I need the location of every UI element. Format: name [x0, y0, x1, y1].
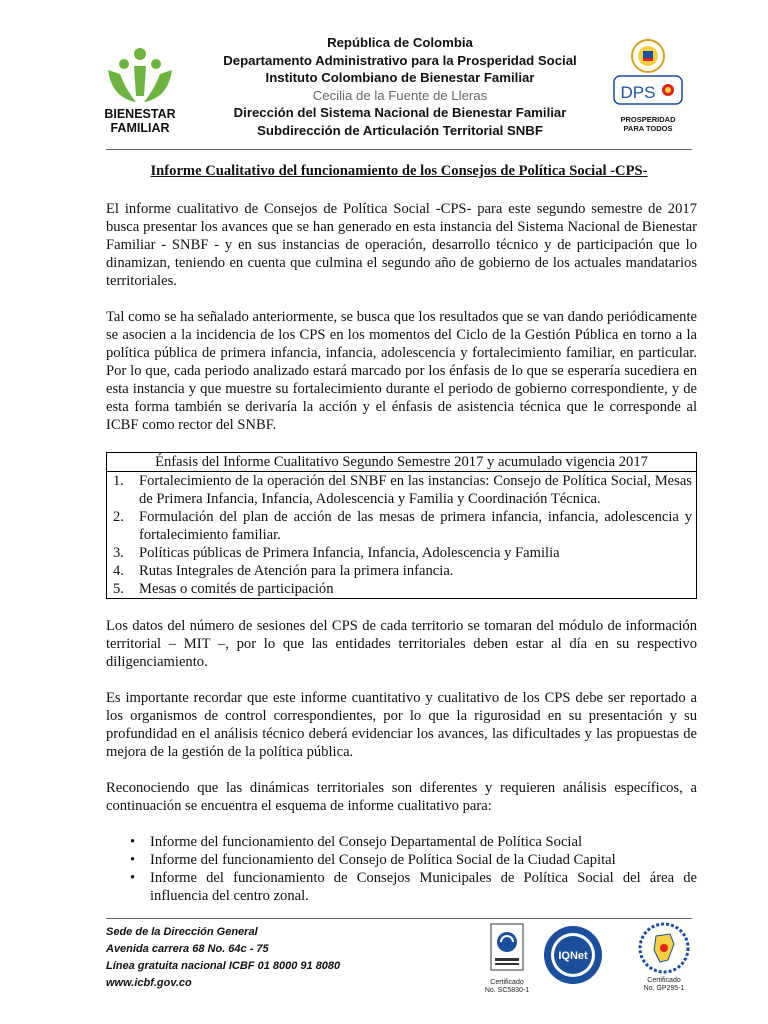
- logo-left-line-2: FAMILIAR: [110, 121, 170, 135]
- bullet-item: [106, 869, 697, 905]
- dps-logo-group: [608, 36, 688, 141]
- iqnet-certificate: [540, 924, 606, 989]
- emphasis-table-body: [107, 472, 697, 599]
- header-line-institute: Instituto Colombiano de Bienestar Familiar: [265, 70, 535, 85]
- icontec-seal-icon: [487, 922, 527, 976]
- bullet-item: [106, 833, 697, 851]
- paragraph-1: El informe cualitativo de Consejos de Política Social -CPS- para este segundo semestre de 2017 busca presentar los avances que se han generado en esta instancia del Sistema Nacional de Bienestar Familiar - SNBF - y en sus instancias de operación, desarrollo técnico y de participación que lo dinamizan, teniendo en cuenta que culmina el segundo año de gobierno de los actuales mandatarios territoriales.: [106, 201, 697, 289]
- document-title: Informe Cualitativo del funcionamiento de los Consejos de Política Social -CPS-: [150, 163, 648, 179]
- header-line-direction: Dirección del Sistema Nacional de Bienestar Familiar: [233, 105, 567, 120]
- header-line-subdirection: Subdirección de Articulación Territorial SNBF: [257, 122, 543, 138]
- emphasis-item-text: Rutas Integrales de Atención para la primera infancia.: [139, 563, 454, 579]
- bullet-item: [106, 851, 697, 869]
- emphasis-item-number: 5.: [113, 581, 124, 597]
- emphasis-item-text: Políticas públicas de Primera Infancia, Infancia, Adolescencia y Familia: [139, 545, 560, 561]
- emphasis-list: [111, 472, 692, 598]
- gp-seal-icon: [636, 922, 692, 974]
- paragraph-2: Tal como se ha señalado anteriormente, se busca que los resultados que se van dando periódicamente se asocien a la incidencia de los CPS en los momentos del Ciclo de la Gestión Pública en torno a la política pública de primera infancia, infancia, adolescencia y fortalecimiento familiar, en particular. Por lo que, cada periodo analizado estará marcado por los énfasis de lo que se esperaría sucediera en esta instancia y que muestre su fortalecimiento durante el periodo de gobierno correspondiente, y de esta forma también se derivaría la acción y el énfasis de asistencia técnica que le corresponde al ICBF como rector del SNBF.: [106, 309, 697, 433]
- paragraph-5: Reconociendo que las dinámicas territoriales son diferentes y requieren análisis específicos, a continuación se encuentra el esquema de informe cualitativo para:: [106, 780, 697, 814]
- icontec-certificate: [484, 922, 530, 995]
- emphasis-item-number: 2.: [113, 509, 124, 525]
- bullet-icon: •: [130, 834, 136, 850]
- page-header: [0, 0, 768, 150]
- iqnet-badge-icon: [542, 924, 604, 986]
- emphasis-item-text: Fortalecimiento de la operación del SNBF en las instancias: Consejo de Política Social, Mesas de Primera Infancia, Infancia, Adolescencia y Familia y Coordinación Técnica.: [139, 473, 692, 507]
- bullet-icon: •: [130, 852, 136, 868]
- iqnet-text: IQNet: [558, 950, 588, 962]
- emphasis-item: [111, 562, 692, 580]
- report-bullet-list: [106, 833, 697, 905]
- emphasis-table: [106, 452, 697, 599]
- cert2-label: Certificado: [647, 977, 681, 984]
- bullet-icon: •: [130, 870, 136, 886]
- bienestar-familiar-logo: [100, 40, 180, 135]
- footer-line-seat: Sede de la Dirección General: [106, 926, 258, 938]
- footer-link-website[interactable]: www.icbf.gov.co: [106, 977, 192, 989]
- header-divider: [106, 149, 692, 150]
- emphasis-table-header: Énfasis del Informe Cualitativo Segundo Semestre 2017 y acumulado vigencia 2017: [107, 453, 697, 472]
- emphasis-item: [111, 508, 692, 544]
- document-body: [106, 200, 697, 905]
- footer-divider: [106, 918, 692, 919]
- prosperidad-text: PROSPERIDAD: [620, 115, 676, 124]
- bullet-text: Informe del funcionamiento de Consejos Municipales de Política Social del área de influencia del centro zonal.: [150, 870, 697, 904]
- footer-address-block: [106, 924, 340, 992]
- header-line-department: Departamento Administrativo para la Prosperidad Social: [223, 52, 577, 68]
- header-institution-block: [190, 34, 610, 139]
- logo-left-line-1: BIENESTAR: [104, 107, 176, 121]
- emphasis-item-number: 4.: [113, 563, 124, 579]
- dps-text: DPS: [620, 83, 656, 102]
- emphasis-item-text: Formulación del plan de acción de las mesas de primera infancia, infancia, adolescencia y fortalecimiento familiar.: [139, 509, 692, 543]
- emphasis-item-text: Mesas o comités de participación: [139, 581, 334, 597]
- cert1-number: No. SC5830-1: [484, 987, 530, 994]
- header-line-cecilia: Cecilia de la Fuente de Lleras: [312, 87, 488, 103]
- paragraph-4: Es importante recordar que este informe cuantitativo y cualitativo de los CPS debe ser reportado a los organismos de control correspondientes, por lo que la rigurosidad en su presentación y su profundidad en el análisis técnico deberá evidenciar los avances, las dificultades y las propuestas de mejora de la gestión de la política pública.: [106, 690, 697, 760]
- emphasis-item: [111, 544, 692, 562]
- para-todos-text: PARA TODOS: [623, 124, 673, 133]
- paragraph-3: Los datos del número de sesiones del CPS de cada territorio se tomaran del módulo de información territorial – MIT –, por lo que las entidades territoriales deben estar al día en su respectivo diligenciamiento.: [106, 618, 697, 670]
- emphasis-item-number: 1.: [113, 473, 124, 489]
- emphasis-item: [111, 472, 692, 508]
- cert2-number: No. GP295-1: [643, 985, 685, 992]
- bullet-text: Informe del funcionamiento del Consejo de Política Social de la Ciudad Capital: [150, 852, 616, 868]
- cert1-label: Certificado: [490, 979, 524, 986]
- emphasis-item-number: 3.: [113, 545, 124, 561]
- footer-line-address: Avenida carrera 68 No. 64c - 75: [106, 943, 269, 955]
- header-line-republic: República de Colombia: [327, 35, 473, 50]
- footer-line-phone: Línea gratuita nacional ICBF 01 8000 91 8080: [106, 960, 341, 972]
- gp-certificate: [634, 922, 694, 993]
- emphasis-item: [111, 580, 692, 598]
- bullet-text: Informe del funcionamiento del Consejo Departamental de Política Social: [150, 834, 583, 850]
